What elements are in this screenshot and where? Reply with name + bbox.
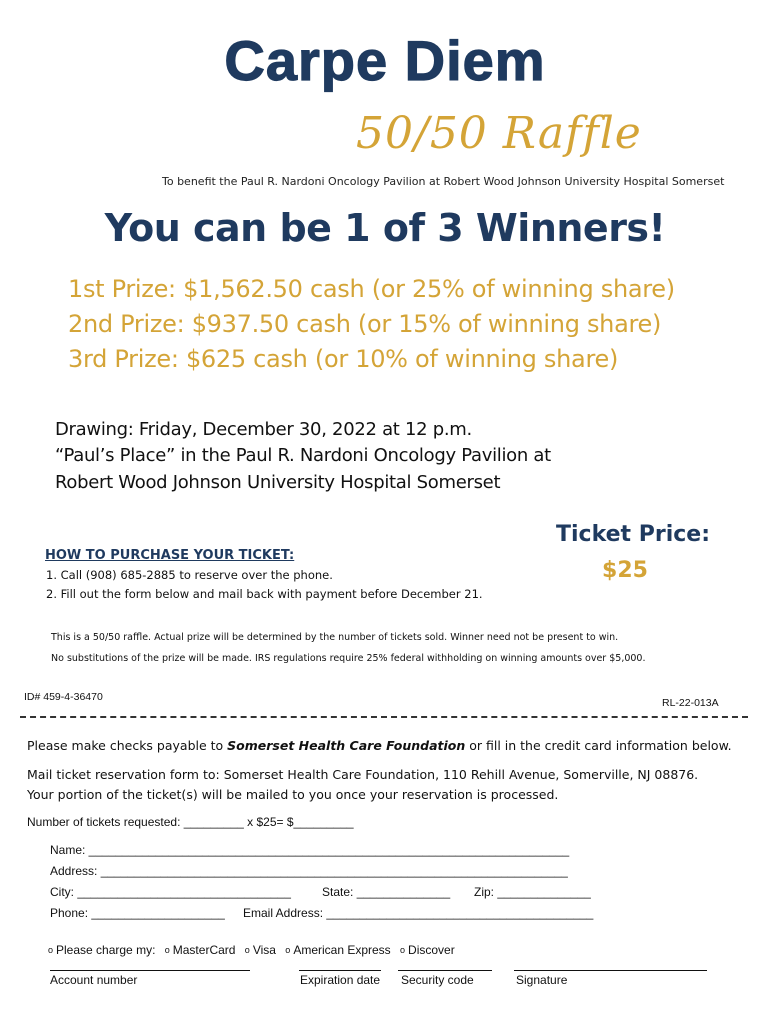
checks-suffix: or fill in the credit card information below. (465, 738, 732, 753)
security-code-input[interactable] (398, 970, 492, 971)
option-visa[interactable] (245, 943, 276, 957)
drawing-date: Drawing: Friday, December 30, 2022 at 12 p.m. (55, 419, 472, 440)
option-american-express-label: American Express (293, 943, 391, 957)
account-number-label: Account number (50, 973, 138, 987)
account-number-input[interactable] (50, 970, 250, 971)
option-discover-label: Discover (408, 943, 455, 957)
third-prize: 3rd Prize: $625 cash (or 10% of winning share) (68, 345, 619, 373)
checks-organization: Somerset Health Care Foundation (227, 738, 466, 753)
checks-payable-text (27, 738, 732, 753)
checkbox-circle-icon: o (400, 945, 406, 955)
option-visa-label: Visa (252, 943, 276, 957)
email-field[interactable]: Email Address: ________________________________________ (243, 906, 594, 920)
second-prize: 2nd Prize: $937.50 cash (or 15% of winning share) (68, 310, 662, 338)
signature-input[interactable] (514, 970, 707, 971)
cut-line-divider (20, 716, 748, 718)
phone-field[interactable]: Phone: ____________________ (50, 906, 225, 920)
charge-bullet-icon: o (48, 945, 54, 955)
ticket-price-value: $25 (602, 558, 648, 583)
winners-headline: You can be 1 of 3 Winners! (104, 206, 666, 250)
disclaimer-line1: This is a 50/50 raffle. Actual prize will be determined by the number of tickets sold. Winner need not be present to win. (51, 632, 619, 643)
drawing-location-line2: Robert Wood Johnson University Hospital Somerset (55, 472, 501, 493)
charge-label-text: Please charge my: (56, 943, 156, 957)
drawing-location-line1: “Paul’s Place” in the Paul R. Nardoni Oncology Pavilion at (55, 445, 551, 466)
zip-field[interactable]: Zip: ______________ (474, 885, 591, 899)
first-prize: 1st Prize: $1,562.50 cash (or 25% of winning share) (68, 275, 675, 303)
checkbox-circle-icon: o (244, 945, 250, 955)
how-to-purchase-heading: HOW TO PURCHASE YOUR TICKET: (45, 548, 295, 563)
expiration-date-label: Expiration date (300, 973, 381, 987)
state-field[interactable]: State: ______________ (322, 885, 451, 899)
signature-label: Signature (516, 973, 568, 987)
option-mastercard-label: MasterCard (172, 943, 236, 957)
raffle-title: Carpe Diem (224, 29, 546, 92)
mail-address-text: Mail ticket reservation form to: Somerset Health Care Foundation, 110 Rehill Avenue, Somerville, NJ 08876. (27, 767, 699, 782)
disclaimer-line2: No substitutions of the prize will be made. IRS regulations require 25% federal withholding on winning amounts over $5,000. (51, 653, 646, 664)
rl-code: RL-22-013A (662, 697, 719, 709)
address-field[interactable]: Address: ______________________________________________________________________ (50, 864, 568, 878)
option-mastercard[interactable] (165, 943, 236, 957)
security-code-label: Security code (401, 973, 474, 987)
city-field[interactable]: City: ________________________________ (50, 885, 291, 899)
checks-prefix: Please make checks payable to (27, 738, 228, 753)
name-field[interactable]: Name: ________________________________________________________________________ (50, 843, 570, 857)
id-number: ID# 459-4-36470 (24, 691, 103, 703)
checkbox-circle-icon: o (164, 945, 170, 955)
expiration-date-input[interactable] (299, 970, 381, 971)
option-american-express[interactable] (285, 943, 390, 957)
purchase-step-phone: 1. Call (908) 685-2885 to reserve over the phone. (46, 568, 333, 582)
charge-label (48, 943, 155, 957)
raffle-subtitle: 50/50 Raffle (356, 108, 642, 159)
checkbox-circle-icon: o (285, 945, 291, 955)
number-of-tickets-field[interactable]: Number of tickets requested: _________ x $25= $_________ (27, 815, 354, 829)
purchase-step-mail: 2. Fill out the form below and mail back with payment before December 21. (46, 587, 483, 601)
payment-method-row (48, 943, 461, 957)
mail-processing-text: Your portion of the ticket(s) will be mailed to you once your reservation is processed. (27, 787, 559, 802)
ticket-price-label: Ticket Price: (556, 522, 710, 547)
option-discover[interactable] (400, 943, 455, 957)
benefit-statement: To benefit the Paul R. Nardoni Oncology Pavilion at Robert Wood Johnson University Hospital Somerset (162, 175, 725, 188)
